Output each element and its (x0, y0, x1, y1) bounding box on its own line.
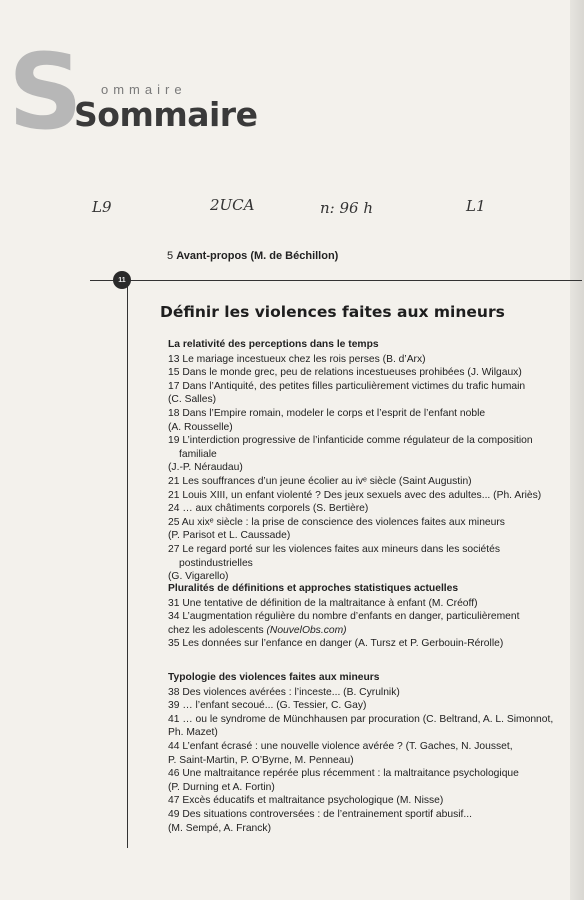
toc-page-number: 34 (168, 611, 180, 623)
toc-entry-text: Dans le monde grec, peu de relations incestueuses prohibées (J. Wilgaux) (182, 367, 522, 379)
toc-section-1 (168, 338, 563, 584)
toc-page-number: 46 (168, 768, 180, 780)
logo-small-text: ommaire (101, 82, 187, 97)
toc-page-number: 38 (168, 686, 180, 698)
vertical-rule (127, 280, 128, 848)
toc-entry (168, 353, 563, 367)
toc-page-number: 35 (168, 638, 180, 650)
toc-entry (168, 794, 563, 808)
toc-entry (168, 767, 563, 794)
toc-entry-text: … aux châtiments corporels (S. Bertière) (182, 503, 369, 515)
toc-continuation-text: P. Saint-Martin, P. O’Byrne, M. Penneau) (168, 754, 354, 766)
toc-entry-text: Les souffrances d’un jeune écolier au ivᵉ siècle (Saint Augustin) (182, 475, 472, 487)
toc-continuation-text: (C. Salles) (168, 394, 217, 406)
toc-continuation-text: (G. Vigarello) (168, 571, 229, 583)
toc-entry-text: Une maltraitance repérée plus récemment : la maltraitance psychologique (182, 768, 519, 780)
section-heading: Typologie des violences faites aux mineurs (168, 672, 380, 683)
toc-section-3 (168, 671, 563, 835)
handwritten-note-1: L9 (92, 198, 112, 216)
toc-entry-continuation (168, 461, 563, 475)
avant-propos-page: 5 (167, 250, 174, 262)
toc-continuation-text: (J.-P. Néraudau) (168, 462, 243, 474)
toc-entry-text: Une tentative de définition de la maltraitance à enfant (M. Créoff) (182, 597, 478, 609)
toc-entry (168, 699, 563, 713)
page-badge: 11 (113, 271, 131, 289)
toc-entry (168, 366, 563, 380)
toc-entry-text: Excès éducatifs et maltraitance psychologique (M. Nisse) (182, 795, 444, 807)
toc-continuation-text: (P. Parisot et L. Caussade) (168, 530, 291, 542)
toc-page-number: 19 (168, 435, 180, 447)
toc-page-number: 21 (168, 475, 180, 487)
toc-entry (168, 489, 563, 503)
toc-continuation-text: (P. Durning et A. Fortin) (168, 781, 275, 793)
toc-entry-continuation (168, 726, 563, 740)
toc-entry-text: L’augmentation régulière du nombre d’enfants en danger, particulièrement (182, 611, 520, 623)
handwritten-note-2: 2UCA (210, 196, 255, 214)
toc-page-number: 13 (168, 353, 180, 365)
toc-page-number: 47 (168, 795, 180, 807)
toc-entry (168, 434, 563, 475)
chapter-title: Définir les violences faites aux mineurs (160, 303, 505, 321)
toc-entry-text: Le regard porté sur les violences faites aux mineurs dans les sociétés postindustrielles (179, 543, 500, 569)
toc-entry-continuation (168, 624, 563, 638)
scan-edge (570, 0, 584, 900)
toc-entry-text: Les données sur l’enfance en danger (A. Tursz et P. Gerbouin-Rérolle) (182, 638, 504, 650)
toc-entry (168, 610, 563, 637)
toc-continuation-text: (M. Sempé, A. Franck) (168, 822, 271, 834)
toc-page-number: 24 (168, 503, 180, 515)
toc-entry (168, 516, 563, 543)
toc-entry-continuation (168, 822, 563, 836)
section-heading: La relativité des perceptions dans le temps (168, 339, 379, 350)
toc-entry-text: Dans l’Empire romain, modeler le corps et l’esprit de l’enfant noble (182, 407, 486, 419)
logo-big-letter: S (8, 31, 83, 153)
sommaire-logo (8, 31, 268, 153)
toc-entry-continuation (168, 421, 563, 435)
toc-entry (168, 713, 563, 740)
toc-entry-text: L’interdiction progressive de l’infanticide comme régulateur de la composition familiale (179, 435, 533, 460)
toc-entry-text: Des violences avérées : l’inceste... (B. Cyrulnik) (182, 686, 400, 698)
toc-entry-text: L’enfant écrasé : une nouvelle violence avérée ? (T. Gaches, N. Jousset, (182, 740, 513, 752)
toc-page-number: 39 (168, 700, 180, 712)
toc-page-number: 25 (168, 516, 180, 528)
toc-page-number: 18 (168, 407, 180, 419)
toc-entry (168, 543, 563, 584)
toc-entry (168, 686, 563, 700)
toc-entry-text: Au xixᵉ siècle : la prise de conscience des violences faites aux mineurs (181, 516, 505, 528)
toc-entry (168, 808, 563, 835)
toc-entry-text: Le mariage incestueux chez les rois perses (B. d’Arx) (182, 353, 426, 365)
avant-propos-label: Avant-propos (M. de Béchillon) (176, 250, 339, 262)
toc-continuation-text: Ph. Mazet) (168, 727, 218, 739)
toc-continuation-text: chez les adolescents (168, 624, 264, 636)
toc-entry-text: Louis XIII, un enfant violenté ? Des jeux sexuels avec des adultes... (Ph. Ariès) (182, 489, 542, 501)
toc-entry-continuation (168, 754, 563, 768)
toc-entry-text: … ou le syndrome de Münchhausen par procuration (C. Beltrand, A. L. Simonnot, (182, 713, 554, 725)
toc-entry-text: … l’enfant secoué... (G. Tessier, C. Gay) (182, 700, 367, 712)
handwritten-note-3: n: 96 h (320, 199, 373, 217)
toc-entry (168, 502, 563, 516)
toc-entry (168, 597, 563, 611)
toc-entry (168, 407, 563, 434)
toc-entry (168, 475, 563, 489)
toc-entry-continuation (168, 393, 563, 407)
toc-page-number: 17 (168, 380, 180, 392)
toc-page-number: 15 (168, 367, 180, 379)
logo-title: Sommaire (74, 95, 258, 134)
toc-section-2 (168, 582, 563, 651)
toc-entry (168, 380, 563, 407)
toc-page-number: 31 (168, 597, 180, 609)
avant-propos-entry (167, 250, 338, 262)
toc-entry (168, 740, 563, 767)
toc-entry-text: Dans l’Antiquité, des petites filles particulièrement victimes du trafic humain (182, 380, 526, 392)
toc-entry-continuation (168, 529, 563, 543)
section-heading: Pluralités de définitions et approches statistiques actuelles (168, 583, 459, 594)
toc-page-number: 44 (168, 740, 180, 752)
toc-page-number: 27 (168, 543, 180, 555)
toc-continuation-text: (A. Rousselle) (168, 421, 233, 433)
toc-entry-text: Des situations controversées : de l’entrainement sportif abusif... (182, 808, 472, 820)
toc-page-number: 21 (168, 489, 180, 501)
toc-entry (168, 637, 563, 651)
horizontal-rule (90, 280, 582, 281)
toc-page-number: 49 (168, 808, 180, 820)
toc-source-italic: (NouvelObs.com) (266, 624, 347, 636)
toc-entry-continuation (168, 781, 563, 795)
handwritten-note-4: L1 (466, 197, 486, 215)
toc-page-number: 41 (168, 713, 180, 725)
